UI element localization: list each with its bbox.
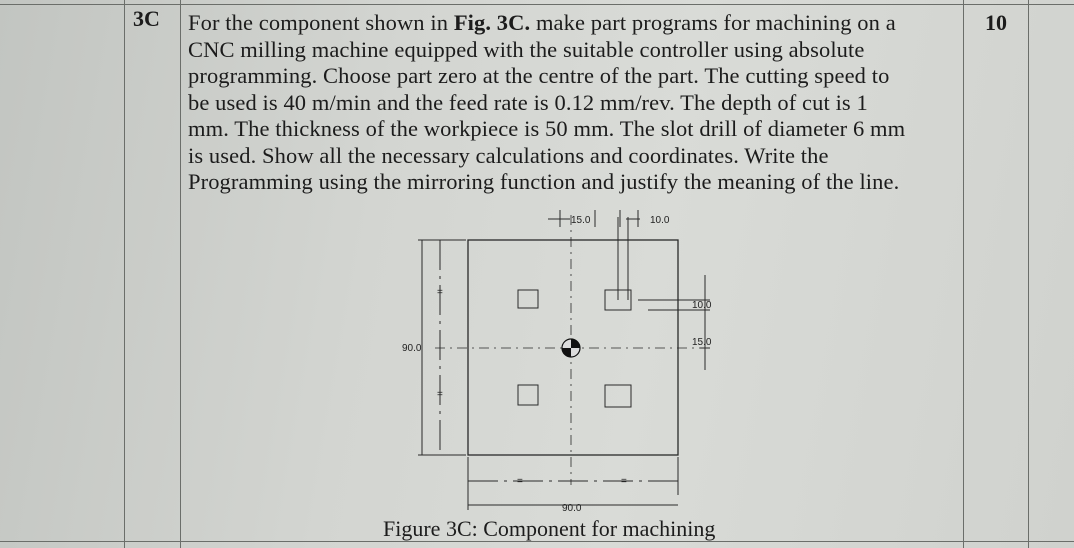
question-line: For the component shown in Fig. 3C. make part programs for machining on a: [188, 10, 896, 35]
equal-mark: =: [621, 476, 627, 487]
equal-mark: =: [437, 287, 443, 298]
question-line: is used. Show all the necessary calculations and coordinates. Write the: [188, 142, 829, 168]
dim-top-left: 15.0: [571, 215, 591, 226]
table-border-top: [0, 4, 1074, 5]
question-line: Programming using the mirroring function and justify the meaning of the line.: [188, 169, 900, 194]
dim-left: 90.0: [402, 343, 422, 354]
part-zero-icon: [562, 339, 580, 357]
question-number: 3C: [133, 6, 160, 31]
question-line: programming. Choose part zero at the centre of the part. The cutting speed to: [188, 63, 890, 88]
figure-caption: Figure 3C: Component for machining: [383, 516, 716, 541]
table-border-marks: [963, 0, 964, 548]
question-text: [188, 10, 963, 196]
dim-top-right: 10.0: [650, 215, 670, 226]
question-line: CNC milling machine equipped with the suitable controller using absolute: [188, 36, 865, 62]
table-border-left: [124, 0, 125, 548]
pocket-top-left: [518, 290, 538, 308]
dim-right-upper: 10.0: [692, 300, 712, 311]
dim-right-lower: 15.0: [692, 337, 712, 348]
table-border-right: [1028, 0, 1029, 548]
pocket-bottom-right: [605, 385, 631, 407]
component-drawing: [380, 205, 740, 515]
pocket-bottom-left: [518, 385, 538, 405]
dim-bottom: 90.0: [562, 503, 582, 514]
question-line: mm. The thickness of the workpiece is 50 mm. The slot drill of diameter 6 mm: [188, 116, 906, 141]
table-border-qnum: [180, 0, 181, 548]
question-line: be used is 40 m/min and the feed rate is 0.12 mm/rev. The depth of cut is 1: [188, 89, 868, 115]
question-marks: 10: [985, 10, 1007, 35]
equal-mark: =: [437, 389, 443, 400]
equal-mark: =: [517, 476, 523, 487]
